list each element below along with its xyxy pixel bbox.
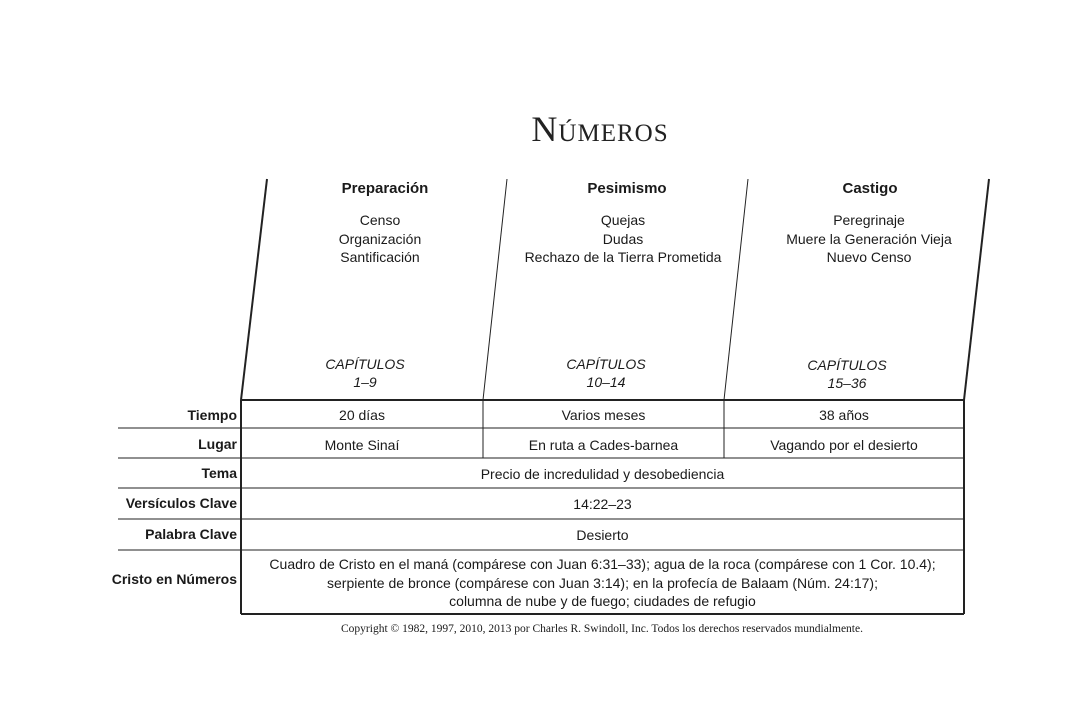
chapters-pesimismo bbox=[506, 355, 706, 391]
palabra-value: Desierto bbox=[576, 527, 629, 543]
chapters-range: 10–14 bbox=[586, 374, 626, 390]
section-title-castigo: Castigo bbox=[842, 180, 898, 197]
row-label-lugar: Lugar bbox=[198, 436, 237, 452]
section-items-pesimismo bbox=[493, 211, 753, 267]
tiempo-cell: 38 años bbox=[819, 407, 869, 423]
row-label-cristo: Cristo en Números bbox=[111, 571, 237, 587]
section-item: Censo bbox=[359, 212, 401, 228]
chapters-label: CAPÍTULOS bbox=[325, 356, 405, 372]
section-item: Santificación bbox=[340, 249, 420, 265]
section-item: Nuevo Censo bbox=[826, 249, 912, 265]
chapters-label: CAPÍTULOS bbox=[807, 357, 887, 373]
row-label-tema: Tema bbox=[201, 465, 237, 481]
chapters-label: CAPÍTULOS bbox=[566, 356, 646, 372]
section-item: Organización bbox=[338, 230, 422, 247]
lugar-cell: Vagando por el desierto bbox=[770, 437, 918, 453]
row-label-palabra: Palabra Clave bbox=[145, 526, 237, 542]
chapters-preparacion bbox=[265, 355, 465, 391]
cristo-value bbox=[241, 555, 964, 611]
tiempo-cell: Varios meses bbox=[561, 407, 646, 423]
lugar-cell: Monte Sinaí bbox=[324, 437, 400, 453]
cristo-line: columna de nube y de fuego; ciudades de refugio bbox=[449, 593, 756, 609]
chapters-castigo bbox=[747, 356, 947, 392]
tema-value: Precio de incredulidad y desobediencia bbox=[480, 466, 725, 482]
section-items-preparacion bbox=[280, 211, 480, 267]
chapters-range: 15–36 bbox=[827, 375, 867, 391]
section-item: Dudas bbox=[602, 230, 644, 247]
chart-title: Números bbox=[531, 109, 669, 149]
tiempo-cell: 20 días bbox=[339, 407, 385, 423]
section-title-preparacion: Preparación bbox=[341, 180, 429, 197]
section-item: Quejas bbox=[600, 212, 646, 228]
cristo-line: Cuadro de Cristo en el maná (compárese con Juan 6:31–33); agua de la roca (compárese con 1 Cor. 10.4); bbox=[269, 556, 936, 572]
copyright-notice: Copyright © 1982, 1997, 2010, 2013 por Charles R. Swindoll, Inc. Todos los derechos reservados mundialmente. bbox=[341, 623, 863, 635]
section-item: Muere la Generación Vieja bbox=[786, 230, 952, 247]
section-title-pesimismo: Pesimismo bbox=[587, 180, 667, 197]
section-items-castigo bbox=[739, 211, 999, 267]
row-label-tiempo: Tiempo bbox=[187, 407, 237, 423]
lugar-cell: En ruta a Cades-barnea bbox=[528, 437, 679, 453]
section-item: Peregrinaje bbox=[833, 212, 905, 228]
cristo-line: serpiente de bronce (compárese con Juan 3:14); en la profecía de Balaam (Núm. 24:17); bbox=[327, 574, 878, 591]
chapters-range: 1–9 bbox=[353, 374, 377, 390]
row-label-versiculos: Versículos Clave bbox=[125, 495, 237, 511]
section-item: Rechazo de la Tierra Prometida bbox=[524, 249, 722, 265]
versiculos-value: 14:22–23 bbox=[573, 496, 632, 512]
